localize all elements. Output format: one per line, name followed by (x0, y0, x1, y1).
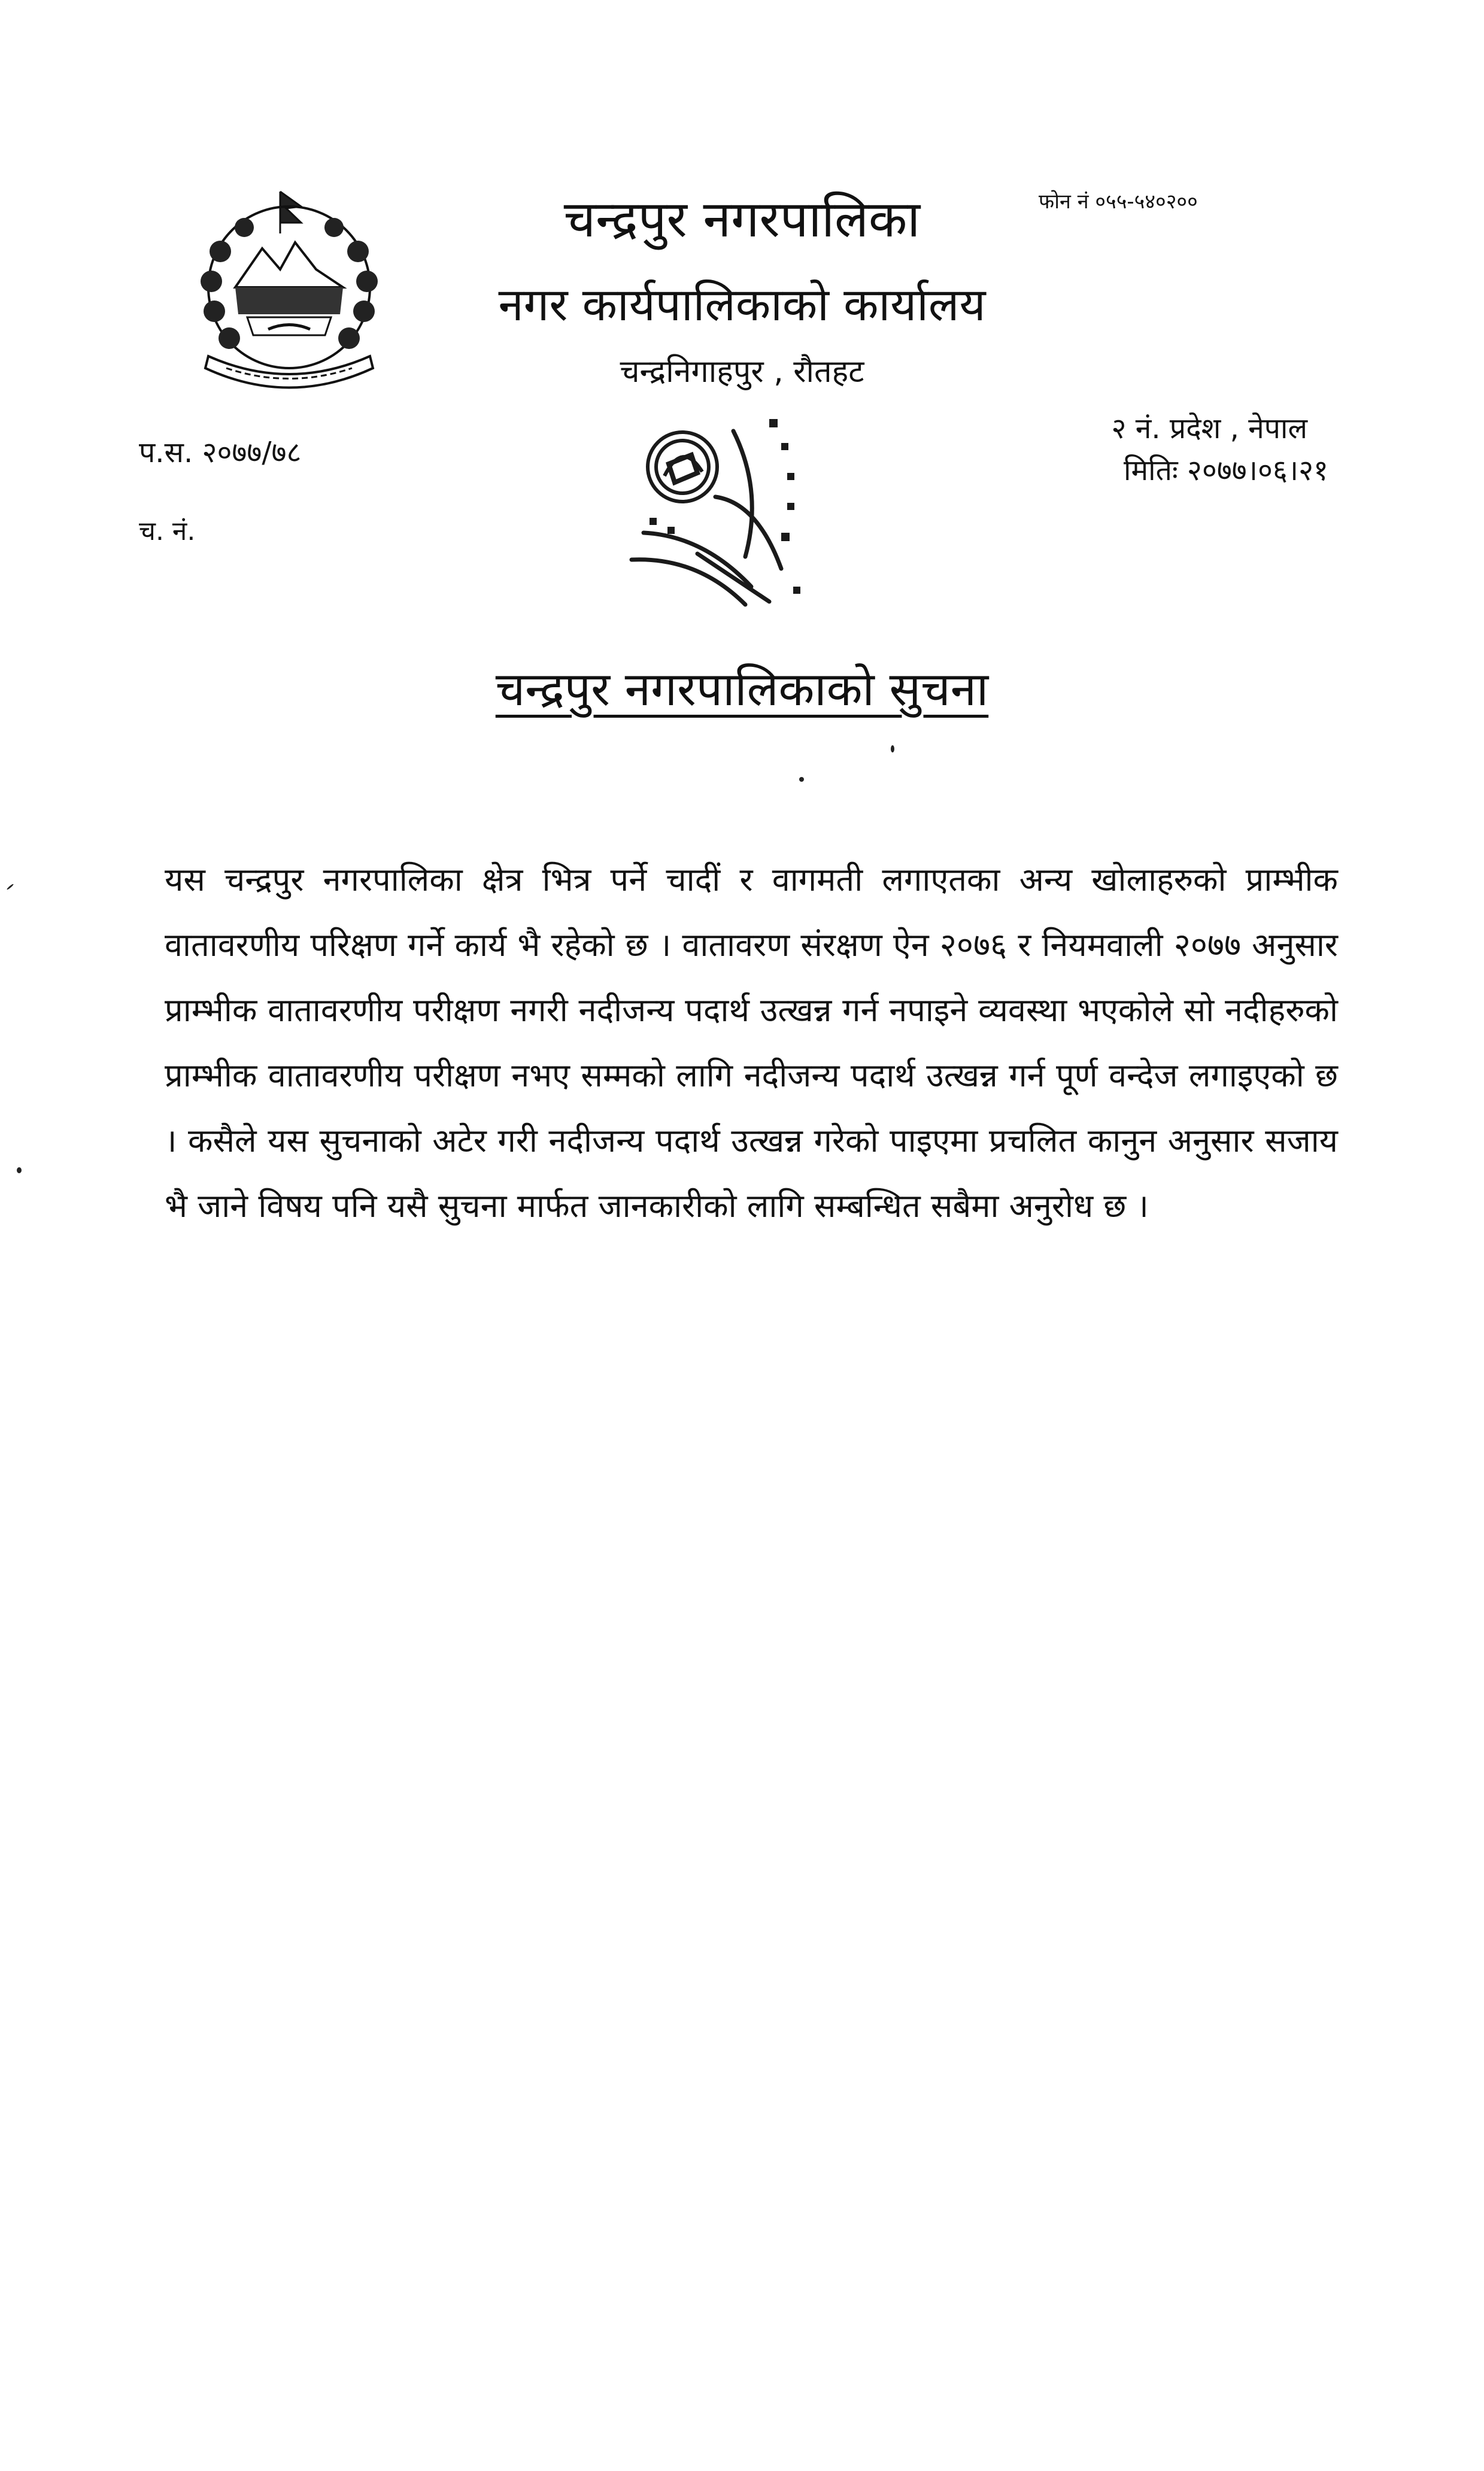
notice-body: यस चन्द्रपुर नगरपालिका क्षेत्र भित्र पर्ने चादीं र वागमती लगाएतका अन्य खोलाहरुको प्राम्भीक वातावरणीय परिक्षण गर्ने कार्य भै रहेको छ । वातावरण संरक्षण ऐन २०७६ र नियमवाली २०७७ अनुसार प्राम्भीक वातावरणीय परीक्षण नगरी नदीजन्य पदार्थ उत्खन्न गर्न नपाइने व्यवस्था भएकोले सो नदीहरुको प्राम्भीक वातावरणीय परीक्षण नभए सम्मको लागि नदीजन्य पदार्थ उत्खन्न गर्न पूर्ण वन्देज लगाइएको छ । कसैले यस सुचनाको अटेर गरी नदीजन्य पदार्थ उत्खन्न गरेको पाइएमा प्रचलित कानुन अनुसार सजाय भै जाने विषय पनि यसै सुचना मार्फत जानकारीको लागि सम्बन्धित सबैमा अनुरोध छ । (165, 861, 1338, 1225)
municipality-name: चन्द्रपुर नगरपालिका (563, 190, 921, 248)
province-line: २ नं. प्रदेश , नेपाल (1111, 412, 1307, 445)
phone-number: फोन नं ०५५-५४०२०० (1039, 190, 1198, 214)
scan-speck (891, 745, 894, 752)
office-name: नगर कार्यपालिकाको कार्यालय (498, 278, 986, 331)
dispatch-number: च. नं. (139, 516, 196, 547)
notice-heading (0, 655, 1484, 719)
notice-heading-text: चन्द्रपुर नगरपालिकाको सुचना (495, 663, 989, 717)
scan-speck (17, 1167, 22, 1173)
office-address: चन्द्रनिगाहपुर , रौतहट (620, 354, 864, 390)
date-line: मितिः २०७७।०६।२१ (1124, 454, 1328, 487)
letter-reference-number: प.स. २०७७/७८ (139, 436, 302, 469)
scan-speck (7, 884, 14, 890)
office-stamp (608, 407, 865, 611)
scan-speck (799, 777, 804, 782)
